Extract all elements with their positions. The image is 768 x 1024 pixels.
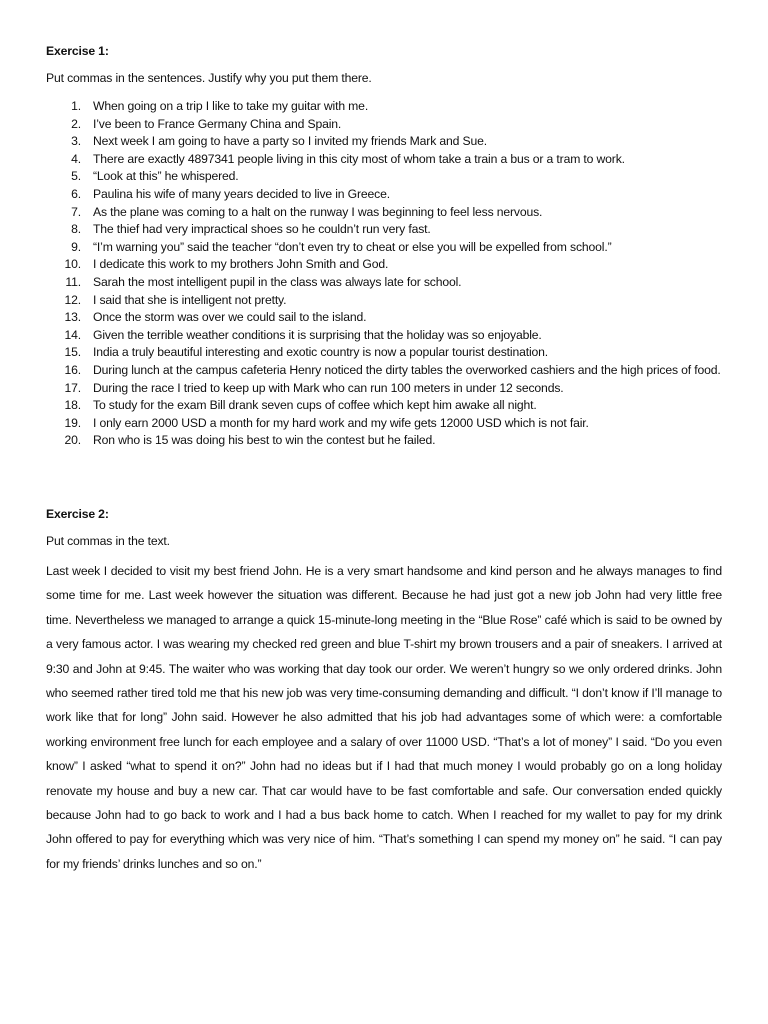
sentence-item bbox=[46, 432, 726, 450]
sentence-item bbox=[46, 239, 726, 257]
sentence-item bbox=[46, 344, 726, 362]
exercise2-title: Exercise 2: bbox=[46, 507, 109, 521]
exercise1-instruction: Put commas in the sentences. Justify why you put them there. bbox=[46, 71, 372, 85]
sentence-number: 13. bbox=[64, 310, 81, 325]
sentence-text: Ron who is 15 was doing his best to win the contest but he failed. bbox=[93, 433, 436, 448]
sentence-item bbox=[46, 221, 726, 239]
sentence-item bbox=[46, 186, 726, 204]
sentence-item bbox=[46, 380, 726, 398]
sentence-item bbox=[46, 292, 726, 310]
sentence-item bbox=[46, 116, 726, 134]
sentence-text: Given the terrible weather conditions it is surprising that the holiday was so enjoyable. bbox=[93, 327, 542, 342]
sentence-item bbox=[46, 415, 726, 433]
sentence-number: 12. bbox=[64, 292, 81, 307]
sentence-number: 6. bbox=[71, 186, 81, 201]
sentence-item bbox=[46, 256, 726, 274]
sentence-number: 18. bbox=[64, 398, 81, 413]
exercise1-sentence-list bbox=[46, 98, 726, 450]
sentence-number: 7. bbox=[71, 204, 81, 219]
sentence-number: 14. bbox=[64, 327, 81, 342]
sentence-item bbox=[46, 168, 726, 186]
sentence-number: 10. bbox=[64, 257, 81, 272]
sentence-text: There are exactly 4897341 people living in this city most of whom take a train a bus or a tram to work. bbox=[93, 151, 625, 166]
sentence-text: Sarah the most intelligent pupil in the class was always late for school. bbox=[93, 274, 462, 289]
exercise2-instruction: Put commas in the text. bbox=[46, 534, 170, 548]
sentence-text: I only earn 2000 USD a month for my hard work and my wife gets 12000 USD which is not fair. bbox=[93, 415, 589, 430]
sentence-text: India a truly beautiful interesting and exotic country is now a popular tourist destination. bbox=[93, 345, 549, 360]
sentence-text: I dedicate this work to my brothers John Smith and God. bbox=[93, 257, 389, 272]
sentence-item bbox=[46, 133, 726, 151]
sentence-number: 8. bbox=[71, 222, 81, 237]
exercise1-title: Exercise 1: bbox=[46, 44, 109, 58]
sentence-item bbox=[46, 397, 726, 415]
sentence-number: 4. bbox=[71, 151, 81, 166]
sentence-text: I’ve been to France Germany China and Spain. bbox=[93, 116, 342, 131]
sentence-number: 5. bbox=[71, 169, 81, 184]
exercise2-passage: Last week I decided to visit my best friend John. He is a very smart handsome and kind person and he always manages to find some time for me. Last week however the situation was different. Because he had just got a new job John had very little free time. Nevertheless we managed to arrange a quick 15-minute-long meeting in the “Blue Rose” café which is said to be owned by a very famous actor. I was wearing my checked red green and blue T-shirt my brown trousers and a pair of sneakers. I arrived at 9:30 and John at 9:45. The waiter who was working that day took our order. We weren’t hungry so we only ordered drinks. John who seemed rather tired told me that his new job was very time-consuming demanding and difficult. “I don’t know if I’ll manage to work like that for long” John said. However he also admitted that his job had advantages some of which were: a comfortable working environment free lunch for each employee and a salary of over 11000 USD. “That’s a lot of money” I said. “Do you even know” I asked “what to spend it on?” John had no ideas but if I had that much money I would probably go on a long holiday renovate my house and buy a new car. That car would have to be fast comfortable and safe. Our conversation ended quickly because John had to go back to work and I had a bus back home to catch. When I reached for my wallet to pay for my drink John offered to pay for everything which was very nice of him. “That’s something I can spend my money on” he said. “I can pay for my friends’ drinks lunches and so on.” bbox=[46, 564, 722, 871]
sentence-number: 11. bbox=[65, 274, 81, 289]
sentence-number: 20. bbox=[64, 433, 81, 448]
sentence-text: During the race I tried to keep up with Mark who can run 100 meters in under 12 seconds. bbox=[93, 380, 564, 395]
sentence-text: Once the storm was over we could sail to the island. bbox=[93, 310, 367, 325]
sentence-number: 16. bbox=[64, 362, 81, 377]
sentence-item bbox=[46, 98, 726, 116]
sentence-item bbox=[46, 274, 726, 292]
sentence-number: 15. bbox=[64, 345, 81, 360]
sentence-number: 17. bbox=[64, 380, 81, 395]
sentence-text: I said that she is intelligent not pretty. bbox=[93, 292, 287, 307]
sentence-text: The thief had very impractical shoes so he couldn’t run very fast. bbox=[93, 222, 431, 237]
sentence-number: 3. bbox=[71, 134, 81, 149]
sentence-text: When going on a trip I like to take my guitar with me. bbox=[93, 99, 369, 113]
sentence-number: 2. bbox=[71, 116, 81, 131]
sentence-number: 19. bbox=[64, 415, 81, 430]
sentence-text: Next week I am going to have a party so I invited my friends Mark and Sue. bbox=[93, 134, 487, 149]
sentence-number: 1. bbox=[71, 99, 81, 113]
sentence-item bbox=[46, 151, 726, 169]
sentence-text: “Look at this” he whispered. bbox=[93, 169, 239, 184]
sentence-item bbox=[46, 204, 726, 222]
sentence-item bbox=[46, 309, 726, 327]
sentence-number: 9. bbox=[71, 239, 81, 254]
sentence-text: During lunch at the campus cafeteria Henry noticed the dirty tables the overworked cashiers and the high prices of food. bbox=[93, 362, 721, 377]
sentence-item bbox=[46, 327, 726, 345]
sentence-text: As the plane was coming to a halt on the runway I was beginning to feel less nervous. bbox=[93, 204, 543, 219]
sentence-text: Paulina his wife of many years decided to live in Greece. bbox=[93, 186, 390, 201]
sentence-text: To study for the exam Bill drank seven cups of coffee which kept him awake all night. bbox=[93, 398, 537, 413]
sentence-item bbox=[46, 362, 726, 380]
sentence-text: “I’m warning you” said the teacher “don’t even try to cheat or else you will be expelled from school.” bbox=[93, 239, 612, 254]
